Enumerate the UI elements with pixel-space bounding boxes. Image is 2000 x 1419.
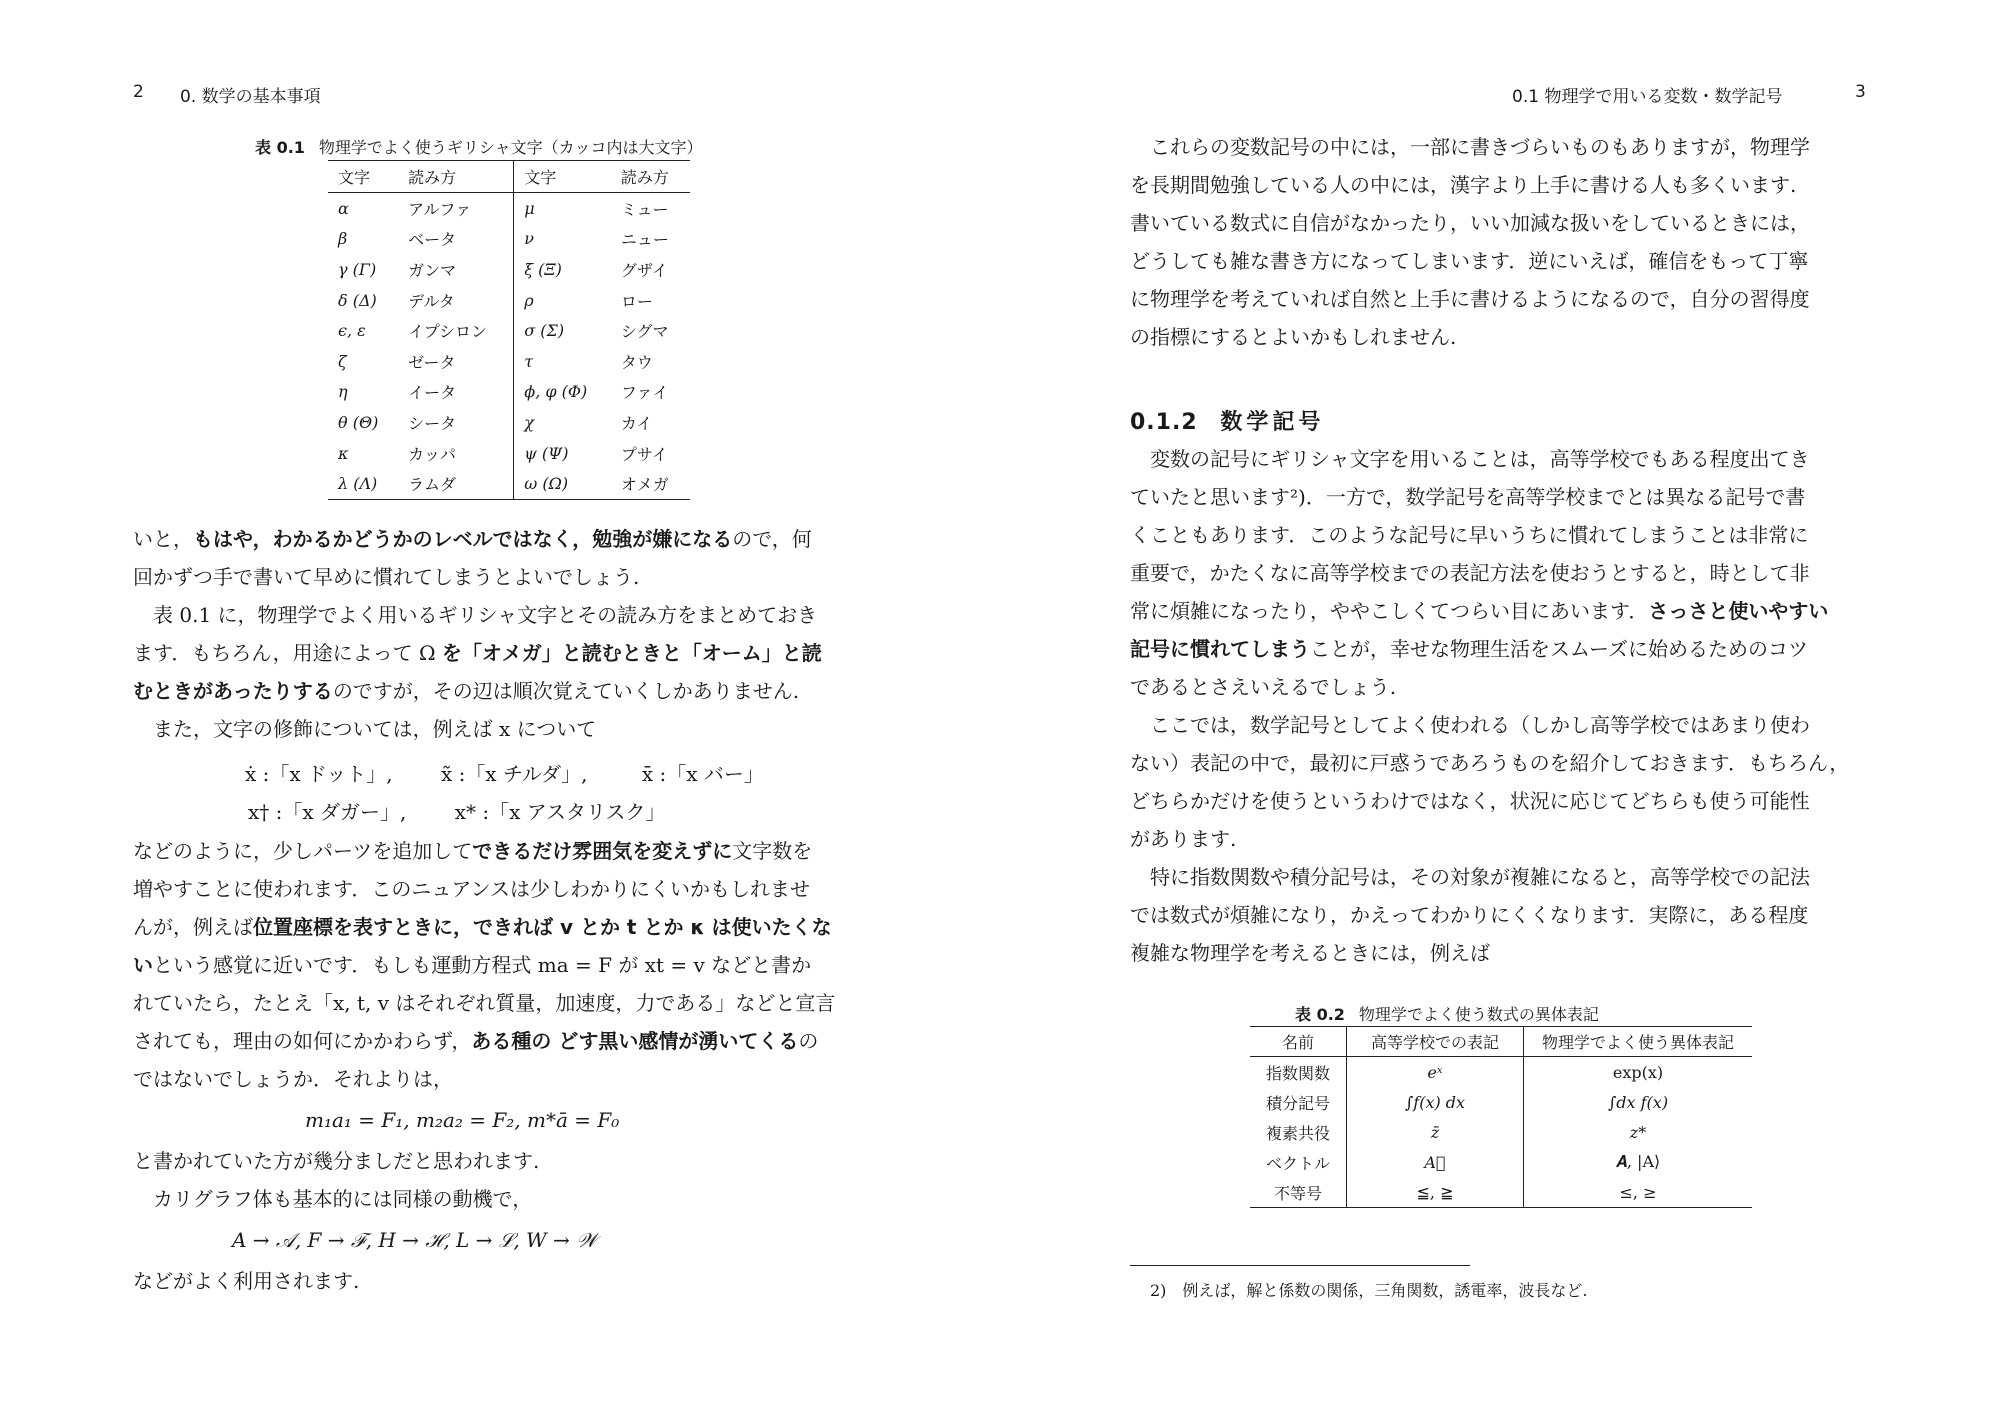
table-cell: ミュー [620, 199, 669, 219]
right-page [1000, 0, 2000, 1419]
text-line: 特に指数関数や積分記号は，その対象が複雑になると，高等学校での記法 [1150, 865, 1810, 889]
text-span: 文字数を [732, 839, 813, 863]
table-cell: カッパ [398, 438, 514, 469]
text-line [133, 1022, 835, 1060]
text-span: いと， [133, 527, 193, 551]
decoration-examples-1 [245, 758, 764, 787]
text-line: ここでは，数学記号としてよく使われる（しかし高等学校ではあまり使わ [1150, 713, 1810, 737]
right-body-b [1130, 440, 1849, 972]
text-line [133, 908, 835, 946]
table-cell: κ [338, 443, 349, 463]
text-line: 重要で，かたくなに高等学校までの表記方法を使おうとすると，時として非 [1130, 561, 1810, 585]
math-expression: x̄ :「x バー」 [641, 762, 764, 786]
section-heading [1130, 405, 1324, 436]
table-cell: χ [524, 412, 534, 432]
text-line: があります. [1130, 827, 1237, 851]
table-cell: ニュー [620, 230, 669, 250]
text-line: ではないでしょうか．それよりは， [133, 1067, 453, 1091]
table1-label: 表 0.1 [255, 138, 305, 157]
table-cell: グザイ [620, 260, 668, 280]
table-cell: プサイ [620, 444, 668, 464]
table-cell: β [338, 229, 348, 249]
math-expression: x* :「x アスタリスク」 [454, 800, 666, 824]
table-cell: ξ (Ξ) [524, 259, 562, 279]
table-row [328, 407, 690, 438]
table-cell: ψ (Ψ) [524, 443, 569, 463]
table-cell: シグマ [620, 322, 669, 342]
table-row [1250, 1177, 1752, 1208]
table-cell: ρ [524, 290, 534, 310]
table-row [328, 315, 690, 346]
table-cell: イプシロン [398, 315, 514, 346]
table-cell: アルファ [398, 193, 514, 224]
text-line [133, 946, 835, 984]
text-line: などがよく利用されます. [133, 1269, 360, 1293]
table-cell: τ [524, 351, 534, 371]
table-cell: タウ [620, 352, 653, 372]
table-cell: μ [524, 198, 535, 218]
left-body-b [133, 832, 835, 1098]
greek-letter-table [328, 160, 690, 500]
text-line [133, 520, 822, 558]
table-cell: ≤, ≥ [1619, 1182, 1657, 1202]
math-expression: ẋ :「x ドット」, [245, 762, 393, 786]
emphasis: を「オメガ」と読むときと「オーム」と読 [441, 641, 822, 665]
table-cell: ≦, ≧ [1347, 1177, 1524, 1208]
table-cell: z* [1629, 1122, 1647, 1142]
left-body-d [133, 1262, 359, 1300]
table1-header: 文字 [328, 161, 398, 193]
table-cell: ϕ, φ (Φ) [524, 382, 588, 402]
text-span: などのように，少しパーツを追加して [133, 839, 473, 863]
emphasis: むときがあったりする [133, 679, 333, 703]
page-number-right: 3 [1855, 82, 1866, 102]
table-cell: ω (Ω) [524, 474, 569, 494]
notation-table [1250, 1026, 1752, 1208]
text-line [133, 672, 822, 710]
table-cell: α [338, 198, 349, 218]
table-cell: δ (Δ) [338, 290, 377, 310]
table-cell: シータ [398, 407, 514, 438]
chapter-title: 0. 数学の基本事項 [180, 87, 321, 107]
table1-header: 文字 [514, 161, 611, 193]
table1-header: 読み方 [611, 161, 690, 193]
text-line: ない）表記の中で，最初に戸惑うであろうものを紹介しておきます．もちろん， [1130, 751, 1850, 775]
table-cell: exp(x) [1612, 1062, 1664, 1082]
table-cell: ∫f(x) dx [1347, 1087, 1524, 1117]
emphasis: さっさと使いやすい [1648, 599, 1829, 623]
text-line: くこともあります．このような記号に早いうちに慣れてしまうことは非常に [1130, 523, 1809, 547]
table-cell: ラムダ [398, 468, 514, 499]
text-line [1130, 592, 1849, 630]
decoration-examples-2 [248, 796, 666, 825]
table-cell: θ (Θ) [338, 412, 379, 432]
footnote: 2) 例えば，解と係数の関係，三角関数，誘電率，波長など. [1150, 1281, 1588, 1300]
table-cell: イータ [398, 377, 514, 408]
table-cell: 指数関数 [1250, 1057, 1347, 1088]
table-cell: ゼータ [398, 346, 514, 377]
table-cell: eˣ [1347, 1057, 1524, 1088]
text-line: では数式が煩雑になり，かえってわかりにくくなります．実際に，ある程度 [1130, 903, 1809, 927]
table-cell: ファイ [620, 383, 669, 403]
table-cell: γ (Γ) [338, 259, 377, 279]
text-span: という感覚に近いです．もしも運動方程式 ma = F が xt = v などと書か [153, 953, 812, 977]
section-title: 数学記号 [1220, 410, 1325, 435]
table-cell: ν [524, 229, 535, 249]
table2-caption-text: 物理学でよく使う数式の異体表記 [1358, 1005, 1599, 1024]
text-line: と書かれていた方が幾分ましだと思われます. [133, 1149, 540, 1173]
table-cell: オメガ [620, 475, 669, 495]
emphasis: い [133, 953, 153, 977]
table-cell: カイ [620, 413, 653, 433]
text-span: の [798, 1029, 819, 1053]
right-body-a [1130, 128, 1810, 356]
table-cell: 𝑨, |A⟩ [1615, 1152, 1661, 1171]
table-row [328, 438, 690, 469]
table-cell: 積分記号 [1250, 1087, 1347, 1117]
table-row [328, 468, 690, 499]
text-line [133, 634, 822, 672]
emphasis: 位置座標を表すときに，できれば v とか t とか κ は使いたくな [253, 915, 832, 939]
table-cell: 複素共役 [1250, 1117, 1347, 1147]
text-line: 複雑な物理学を考えるときには，例えば [1130, 941, 1490, 965]
text-line: これらの変数記号の中には，一部に書きづらいものもありますが，物理学 [1150, 135, 1810, 159]
text-line: カリグラフ体も基本的には同様の動機で， [153, 1187, 533, 1211]
table-cell: 不等号 [1250, 1177, 1347, 1208]
table1-caption [255, 135, 702, 158]
text-line: れていたら，たとえ「x, t, v はそれぞれ質量，加速度，力である」などと宣言 [133, 991, 836, 1015]
text-span: ことが，幸せな物理生活をスムーズに始めるためのコツ [1310, 637, 1808, 661]
equation-mass: m₁a₁ = F₁, m₂a₂ = F₂, m*ā = F₀ [305, 1108, 620, 1132]
text-line: 変数の記号にギリシャ文字を用いることは，高等学校でもある程度出てき [1150, 447, 1810, 471]
text-line: 書いている数式に自信がなかったり，いい加減な扱いをしているときには， [1130, 211, 1810, 235]
table-cell: ガンマ [398, 254, 514, 285]
table-cell: σ (Σ) [524, 321, 565, 341]
table-cell: λ (Λ) [338, 474, 378, 494]
table-row [1250, 1117, 1752, 1147]
text-span: ので，何 [732, 527, 812, 551]
table-cell: デルタ [398, 285, 514, 316]
table2-header: 名前 [1250, 1027, 1347, 1057]
table-cell: A⃗ [1347, 1147, 1524, 1177]
table-cell: ロー [620, 291, 653, 311]
text-line: の指標にするとよいかもしれません. [1130, 325, 1457, 349]
text-line: を長期間勉強している人の中には，漢字より上手に書ける人も多くいます. [1130, 173, 1797, 197]
text-line: ていたと思います²)．一方で，数学記号を高等学校までとは異なる記号で書 [1130, 485, 1806, 509]
equation-calligraphic: A → 𝒜, F → ℱ, H → ℋ, L → ℒ, W → 𝒲 [232, 1228, 598, 1252]
table-row [328, 346, 690, 377]
text-line: に物理学を考えていれば自然と上手に書けるようになるので，自分の習得度 [1130, 287, 1810, 311]
emphasis: できるだけ雰囲気を変えずに [472, 839, 733, 863]
text-line: であるとさえいえるでしょう. [1130, 675, 1397, 699]
table2-header: 高等学校での表記 [1347, 1027, 1524, 1057]
table1-caption-text: 物理学でよく使うギリシャ文字（カッコ内は大文字） [318, 138, 703, 157]
text-line: 増やすことに使われます．このニュアンスは少しわかりにくいかもしれませ [133, 877, 810, 901]
text-span: のですが，その辺は順次覚えていくしかありません. [332, 679, 800, 703]
math-expression: x† :「x ダガー」, [248, 800, 407, 824]
table-row [328, 377, 690, 408]
emphasis: ある種の どす黒い感情が湧いてくる [471, 1029, 799, 1053]
left-body-c [133, 1142, 539, 1218]
table1-header: 読み方 [398, 161, 514, 193]
table-cell: ベータ [398, 224, 514, 255]
text-line [133, 832, 835, 870]
text-line: また，文字の修飾については，例えば x について [153, 717, 597, 741]
text-line: どちらかだけを使うというわけではなく，状況に応じてどちらも使う可能性 [1130, 789, 1810, 813]
text-span: ます．もちろん，用途によって Ω [133, 641, 442, 665]
table-cell: ϵ, ε [338, 321, 366, 341]
page-number-left: 2 [133, 82, 144, 102]
table2-label: 表 0.2 [1295, 1005, 1345, 1024]
text-span: 常に煩雑になったり，ややこしくてつらい目にあいます． [1130, 599, 1649, 623]
table-cell: η [338, 382, 348, 402]
table-row [328, 285, 690, 316]
text-span: んが，例えば [133, 915, 253, 939]
table2-caption [1295, 1002, 1599, 1025]
table-cell: z̄ [1347, 1117, 1524, 1147]
emphasis: 記号に慣れてしまう [1130, 637, 1310, 661]
table-cell: ζ [338, 351, 347, 371]
section-number: 0.1.2 [1130, 410, 1198, 435]
text-line [1130, 630, 1849, 668]
emphasis: もはや，わかるかどうかのレベルではなく，勉強が嫌になる [193, 527, 733, 551]
table-row [1250, 1147, 1752, 1177]
text-line: 表 0.1 に，物理学でよく用いるギリシャ文字とその読み方をまとめておき [153, 603, 818, 627]
math-expression: x̃ :「x チルダ」, [440, 762, 588, 786]
table-row [328, 254, 690, 285]
left-body-a [133, 520, 822, 748]
table-row [1250, 1087, 1752, 1117]
text-line: 回かずつ手で書いて早めに慣れてしまうとよいでしょう. [133, 565, 640, 589]
text-span: されても，理由の如何にかかわらず， [133, 1029, 472, 1053]
text-line: どうしても雑な書き方になってしまいます．逆にいえば，確信をもって丁寧 [1130, 249, 1809, 273]
footnote-rule [1130, 1265, 1470, 1266]
table2-header: 物理学でよく使う異体表記 [1524, 1027, 1753, 1057]
table-cell: ベクトル [1250, 1147, 1347, 1177]
table-row [328, 224, 690, 255]
table-cell: ∫dx f(x) [1607, 1092, 1669, 1112]
table-row [1250, 1057, 1752, 1088]
running-head: 0.1 物理学で用いる変数・数学記号 [1512, 87, 1783, 107]
table-row [328, 193, 690, 224]
